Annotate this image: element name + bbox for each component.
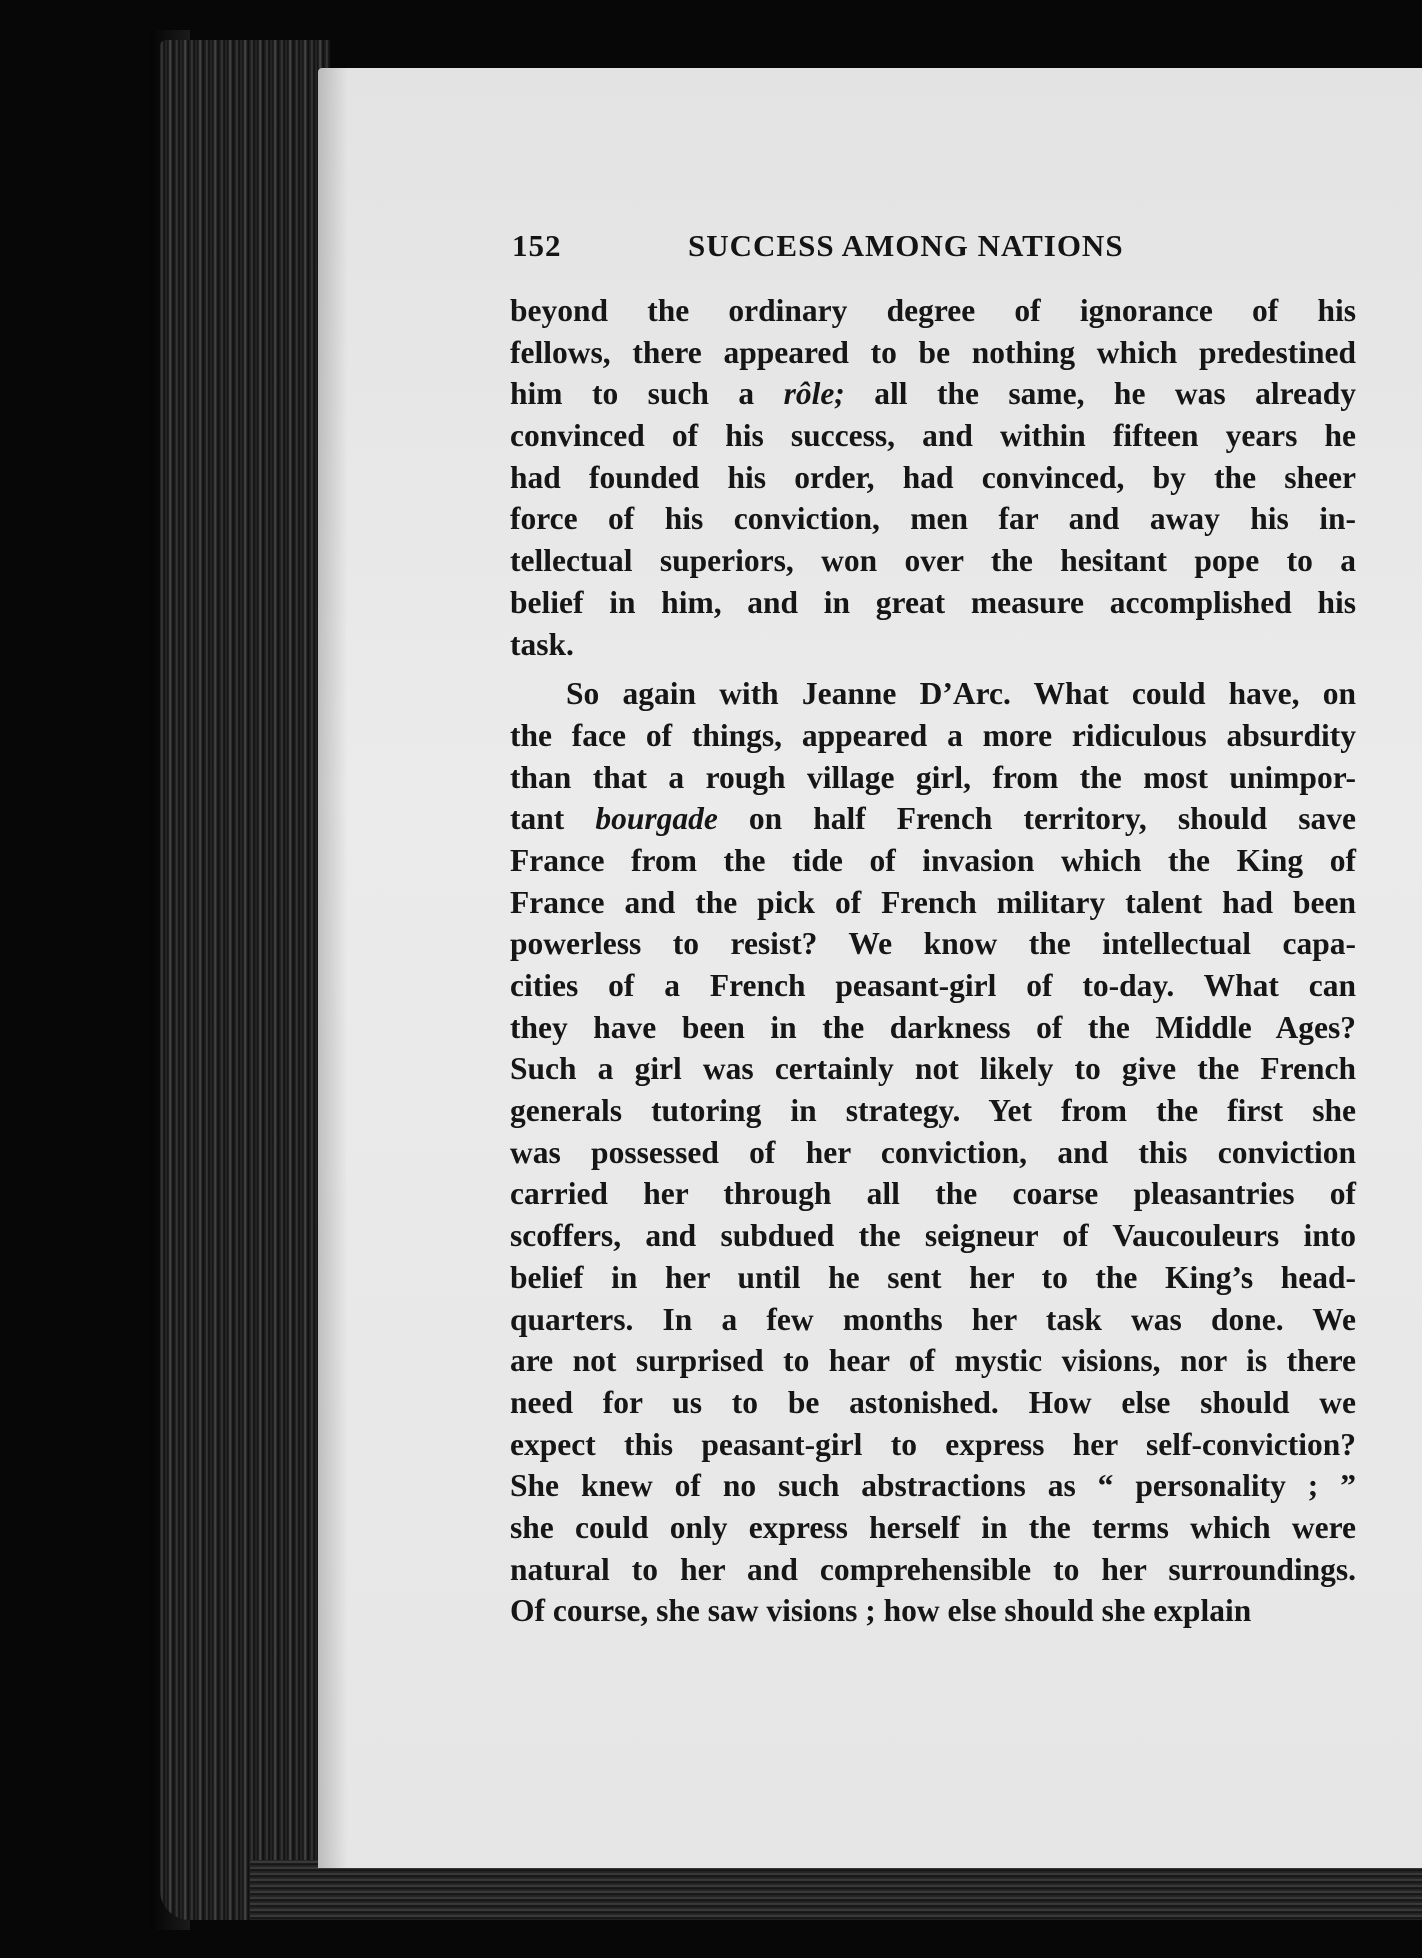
text-line: France and the pick of French military talent had been [510, 884, 1356, 920]
text-line: France from the tide of invasion which the King of [510, 842, 1356, 878]
text-line: tant bourgade on half French territory, should save [510, 801, 1356, 837]
page-gutter-shadow [318, 68, 348, 1868]
text-line: beyond the ordinary degree of ignorance of his [510, 293, 1356, 328]
text-line: belief in her until he sent her to the King’s head- [510, 1259, 1356, 1295]
text-line: natural to her and comprehensible to her surroundings. [510, 1551, 1356, 1587]
running-title: SUCCESS AMONG NATIONS [688, 228, 1124, 263]
text-line: She knew of no such abstractions as “ personality ; ” [510, 1468, 1356, 1504]
page-number: 152 [512, 228, 562, 263]
text-line: cities of a French peasant-girl of to-day. What can [510, 968, 1356, 1003]
text-line: scoffers, and subdued the seigneur of Vaucouleurs into [510, 1218, 1356, 1254]
text-line: force of his conviction, men far and away his in- [510, 501, 1356, 537]
text-line: generals tutoring in strategy. Yet from the first she [510, 1093, 1356, 1129]
paragraph [510, 290, 1356, 665]
text-line: than that a rough village girl, from the most unimpor- [510, 759, 1356, 795]
text-line: him to such a rôle; all the same, he was already [510, 376, 1356, 412]
text-line: need for us to be astonished. How else should we [510, 1384, 1356, 1420]
body-text [510, 290, 1356, 1632]
text-line: belief in him, and in great measure accomplished his [510, 584, 1356, 620]
text-line: Such a girl was certainly not likely to give the French [510, 1051, 1356, 1087]
text-line: task. [510, 626, 574, 662]
paragraph [510, 673, 1356, 1632]
text-line: fellows, there appeared to be nothing which predestined [510, 334, 1356, 370]
text-line: Of course, she saw visions ; how else should she explain [510, 1593, 1252, 1629]
text-line: convinced of his success, and within fifteen years he [510, 418, 1356, 454]
text-line: she could only express herself in the terms which were [510, 1509, 1356, 1545]
running-head [512, 228, 1352, 274]
text-line: expect this peasant-girl to express her self-conviction? [510, 1426, 1356, 1462]
text-line: they have been in the darkness of the Middle Ages? [510, 1009, 1356, 1045]
text-line: carried her through all the coarse pleasantries of [510, 1176, 1356, 1212]
text-line: are not surprised to hear of mystic visions, nor is there [510, 1343, 1356, 1379]
text-line: had founded his order, had convinced, by the sheer [510, 459, 1356, 495]
text-line: quarters. In a few months her task was done. We [510, 1301, 1356, 1337]
text-line: the face of things, appeared a more ridiculous absurdity [510, 717, 1356, 753]
text-line: So again with Jeanne D’Arc. What could have, on [566, 676, 1356, 712]
text-line: powerless to resist? We know the intellectual capa- [510, 926, 1356, 962]
page-edges [160, 40, 330, 1920]
text-line: was possessed of her conviction, and this conviction [510, 1134, 1356, 1170]
bottom-page-edges [250, 1860, 1422, 1920]
paragraph-gap [510, 665, 1356, 673]
text-line: tellectual superiors, won over the hesitant pope to a [510, 543, 1356, 579]
